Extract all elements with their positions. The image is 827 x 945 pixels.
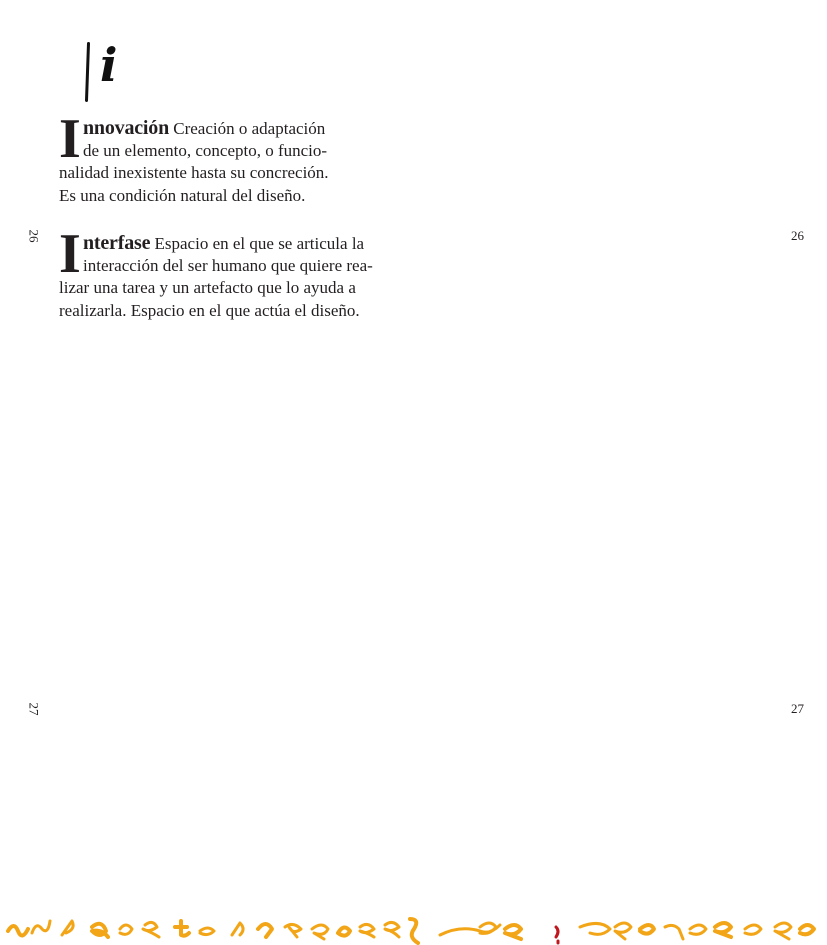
entry-text: Espacio en el que se articula la bbox=[150, 234, 365, 253]
page-number-right-bottom: 27 bbox=[791, 701, 804, 716]
calligraphy-glyph bbox=[615, 923, 631, 939]
calligraphy-glyph bbox=[800, 925, 814, 934]
page-number-left-bottom: 27 bbox=[26, 702, 42, 716]
entry-innovacion bbox=[59, 108, 329, 207]
drop-cap: I bbox=[59, 108, 81, 170]
calligraphy-glyph bbox=[338, 927, 350, 935]
calligraphy-glyph bbox=[175, 921, 189, 936]
page-number-left-top: 26 bbox=[26, 229, 42, 243]
calligraphy-accent-glyph bbox=[556, 927, 558, 943]
entry-line: nalidad inexistente hasta su concreción. bbox=[59, 163, 329, 182]
calligraphy-glyph bbox=[715, 923, 731, 937]
calligraphy-glyph bbox=[232, 923, 243, 935]
section-letter: i bbox=[100, 38, 118, 92]
calligraphy-glyph bbox=[665, 925, 683, 939]
entry-line: Es una condición natural del diseño. bbox=[59, 185, 306, 205]
calligraphy-glyph bbox=[258, 924, 272, 937]
entry-line: lizar una tarea y un artefacto que lo ayuda a bbox=[59, 278, 356, 297]
calligraphy-border-ornament bbox=[0, 905, 827, 945]
calligraphy-glyph bbox=[200, 928, 214, 935]
entry-interfase bbox=[59, 223, 373, 322]
entry-first-line bbox=[59, 117, 329, 140]
calligraphy-glyph bbox=[312, 925, 328, 939]
calligraphy-glyph bbox=[32, 921, 50, 933]
entry-text: Creación o adaptación bbox=[169, 119, 326, 138]
calligraphy-glyph bbox=[410, 919, 418, 943]
calligraphy-glyph bbox=[690, 925, 706, 934]
page-number-right-top: 26 bbox=[791, 228, 804, 243]
calligraphy-glyph bbox=[92, 924, 108, 937]
calligraphy-glyph bbox=[505, 925, 521, 939]
entry-first-line bbox=[59, 232, 373, 255]
calligraphy-glyph bbox=[580, 923, 610, 934]
drop-cap: I bbox=[59, 223, 81, 285]
entry-line: de un elemento, concepto, o funcio- bbox=[83, 140, 328, 160]
calligraphy-glyph bbox=[775, 923, 791, 939]
calligraphy-glyph bbox=[745, 925, 761, 934]
calligraphy-glyph bbox=[62, 921, 73, 935]
entry-term: nnovación bbox=[83, 117, 170, 139]
calligraphy-glyph bbox=[360, 924, 374, 937]
calligraphy-glyph bbox=[640, 925, 654, 934]
section-bar bbox=[85, 42, 90, 102]
calligraphy-glyph bbox=[480, 923, 496, 933]
calligraphy-glyph bbox=[285, 924, 301, 937]
entry-line: realizarla. Espacio en el que actúa el diseño. bbox=[59, 300, 360, 320]
calligraphy-glyph bbox=[120, 925, 132, 934]
calligraphy-glyph bbox=[143, 922, 159, 937]
entry-line: interacción del ser humano que quiere rea- bbox=[83, 255, 373, 275]
calligraphy-glyph bbox=[385, 922, 399, 937]
entry-term: nterfase bbox=[83, 232, 151, 254]
calligraphy-glyph bbox=[8, 926, 28, 936]
